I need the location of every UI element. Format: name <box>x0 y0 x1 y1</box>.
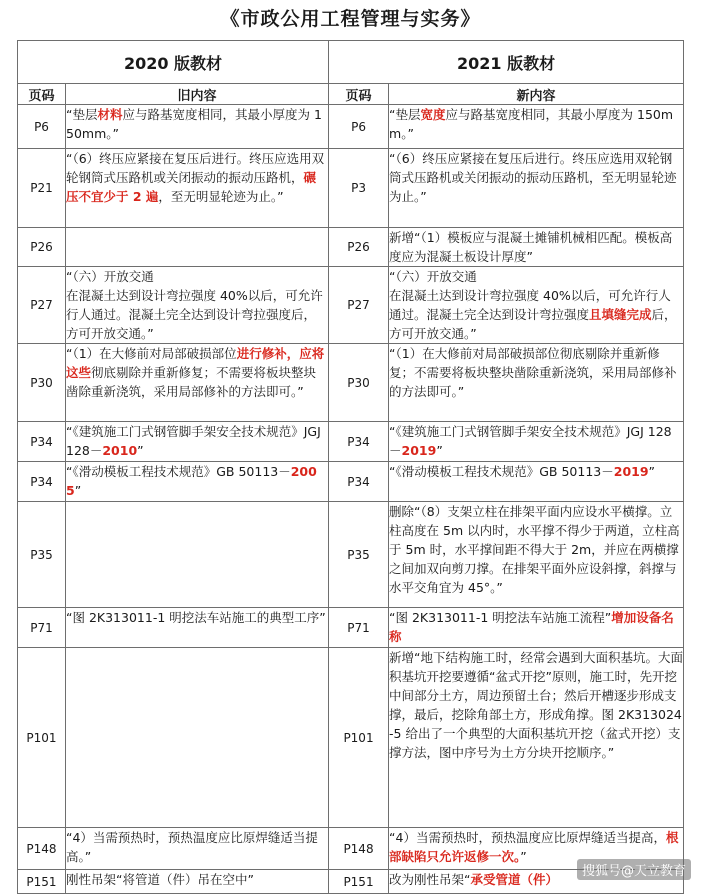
content-text: 应与路基宽度相同，其最小厚度为 150mm。” <box>389 107 674 141</box>
new-page-cell: P30 <box>329 344 389 422</box>
changed-text: 2005 <box>66 464 317 498</box>
table-row <box>18 502 684 608</box>
changed-text: 宽度 <box>420 107 446 122</box>
content-text: 删除“（8）支架立柱在排架平面内应设水平横撑。立柱高度在 5m 以内时，水平撑不得少于两道，立柱高于 5m 时，水平撑间距不得大于 2m，并应在两横撑之间加双向剪刀撑。在排架平面外应设斜撑，斜撑与水平交角宜为 45°。” <box>389 504 680 595</box>
changed-text: 碾压不宜少于 2 遍 <box>66 170 317 204</box>
table-row <box>18 648 684 828</box>
old-content-cell <box>66 608 329 648</box>
changed-text: 增加设备名称 <box>389 610 674 644</box>
old-content-cell <box>66 149 329 228</box>
new-content-header: 新内容 <box>389 84 684 105</box>
content-text: “垫层 <box>66 107 98 122</box>
content-text: 新增“（1）模板应与混凝土摊铺机械相匹配。模板高度应为混凝土板设计厚度” <box>389 230 673 264</box>
old-page-cell: P26 <box>18 228 66 267</box>
old-page-cell: P34 <box>18 422 66 462</box>
content-text: 彻底剔除并重新修复；不需要将板块整块凿除重新浇筑，采用局部修补的方法即可。” <box>66 365 317 399</box>
changed-text: 2019 <box>401 443 437 458</box>
new-content-cell <box>389 344 684 422</box>
table-row <box>18 149 684 228</box>
old-edition-header: 2020 版教材 <box>18 41 329 84</box>
old-page-cell: P27 <box>18 267 66 344</box>
old-content-header: 旧内容 <box>66 84 329 105</box>
content-text: 后，方可开放交通。” <box>389 307 677 341</box>
content-text: 刚性吊架“将管道（件）吊在空中” <box>66 872 254 887</box>
old-page-cell: P21 <box>18 149 66 228</box>
new-content-cell <box>389 422 684 462</box>
content-text: “图 2K313011-1 明挖法车站施工流程” <box>389 610 612 625</box>
content-text: “（1）在大修前对局部破损部位彻底剔除并重新修复；不需要将板块整块凿除重新浇筑，采用局部修补的方法即可。” <box>389 346 677 399</box>
content-text: “垫层 <box>389 107 421 122</box>
content-text: “（1）在大修前对局部破损部位 <box>66 346 237 361</box>
column-header-row <box>18 84 684 105</box>
new-content-cell <box>389 149 684 228</box>
old-content-cell <box>66 462 329 502</box>
table-row <box>18 462 684 502</box>
old-content-cell <box>66 267 329 344</box>
new-page-cell: P35 <box>329 502 389 608</box>
content-text: 在混凝土达到设计弯拉强度 40%以后，可允许行人通过。混凝土完全达到设计弯拉强度 <box>389 288 671 322</box>
new-page-cell: P34 <box>329 462 389 502</box>
old-content-cell <box>66 344 329 422</box>
old-page-cell: P34 <box>18 462 66 502</box>
content-text: 新增“地下结构施工时，经常会遇到大面积基坑。大面积基坑开挖要遵循“盆式开挖”原则，施工时，先开挖中间部分土方，周边预留土台；然后开槽逐步形成支撑，最后，挖除角部土方，形成角撑。图 2K313024-5 给出了一个典型的大面积基坑开挖（盆式开挖）支撑方法，图中序号为土方分块开挖顺序。” <box>389 650 683 760</box>
changed-text: 材料 <box>97 107 123 122</box>
changed-text: 进行修补，应将这些 <box>66 346 325 380</box>
old-content-cell <box>66 422 329 462</box>
changed-text: 2019 <box>613 464 649 479</box>
content-text: ” <box>74 483 82 498</box>
old-page-cell: P35 <box>18 502 66 608</box>
new-page-cell: P26 <box>329 228 389 267</box>
content-text: ” <box>137 443 144 458</box>
new-content-cell <box>389 648 684 828</box>
new-page-cell: P27 <box>329 267 389 344</box>
content-text: “《建筑施工门式钢管脚手架安全技术规范》JGJ 128－ <box>66 424 321 458</box>
old-page-cell: P148 <box>18 828 66 870</box>
new-edition-header: 2021 版教材 <box>329 41 684 84</box>
old-content-cell <box>66 105 329 149</box>
content-text: ” <box>648 464 656 479</box>
old-page-cell: P6 <box>18 105 66 149</box>
old-content-cell <box>66 502 329 608</box>
table-row <box>18 422 684 462</box>
content-text: “《滑动模板工程技术规范》GB 50113－ <box>66 464 291 479</box>
old-page-cell: P30 <box>18 344 66 422</box>
content-text: “4）当需预热时，预热温度应比原焊缝适当提高。” <box>66 830 318 864</box>
changed-text: 承受管道（件） <box>470 872 559 887</box>
content-text: “图 2K313011-1 明挖法车站施工的典型工序” <box>66 610 326 625</box>
changed-text: 且填缝完成 <box>589 307 652 322</box>
old-page-cell: P101 <box>18 648 66 828</box>
changed-text: 根部缺陷只允许返修一次。 <box>389 830 679 864</box>
new-content-cell <box>389 228 684 267</box>
content-text: 在混凝土达到设计弯拉强度 40%以后，可允许行人通过。混凝土完全达到设计弯拉强度后，方可开放交通。” <box>66 288 323 341</box>
new-page-cell: P71 <box>329 608 389 648</box>
new-content-cell <box>389 267 684 344</box>
new-page-cell: P3 <box>329 149 389 228</box>
table-row <box>18 228 684 267</box>
comparison-table <box>17 40 684 894</box>
table-row <box>18 105 684 149</box>
content-text: “4）当需预热时，预热温度应比原焊缝适当提高， <box>389 830 666 845</box>
new-page-cell: P151 <box>329 870 389 894</box>
new-content-cell <box>389 502 684 608</box>
content-text: “（六）开放交通 <box>389 269 477 284</box>
document-title: 《市政公用工程管理与实务》 <box>220 8 481 30</box>
new-content-cell <box>389 462 684 502</box>
content-text: ” <box>436 443 443 458</box>
content-text: “（6）终压应紧接在复压后进行。终压应选用双轮钢筒式压路机或关闭振动的振动压路机， <box>66 151 325 185</box>
old-page-header: 页码 <box>18 84 66 105</box>
content-text: 应与路基宽度相同，其最小厚度为 150mm。” <box>66 107 322 141</box>
old-content-cell <box>66 828 329 870</box>
content-text: “（六）开放交通 <box>66 269 154 284</box>
content-text: 改为刚性吊架“ <box>389 872 471 887</box>
table-row <box>18 344 684 422</box>
new-content-cell <box>389 105 684 149</box>
old-content-cell <box>66 648 329 828</box>
content-text: ” <box>520 849 527 864</box>
new-content-cell <box>389 608 684 648</box>
content-text: “（6）终压应紧接在复压后进行。终压应选用双轮钢筒式压路机或关闭振动的振动压路机，至无明显轮迹为止。” <box>389 151 677 204</box>
table-row <box>18 608 684 648</box>
new-page-cell: P101 <box>329 648 389 828</box>
table-row <box>18 267 684 344</box>
old-page-cell: P151 <box>18 870 66 894</box>
new-page-cell: P148 <box>329 828 389 870</box>
old-page-cell: P71 <box>18 608 66 648</box>
new-page-cell: P6 <box>329 105 389 149</box>
new-page-header: 页码 <box>329 84 389 105</box>
watermark: 搜狐号@天立教育 <box>577 859 691 880</box>
content-text: “《滑动模板工程技术规范》GB 50113－ <box>389 464 614 479</box>
new-page-cell: P34 <box>329 422 389 462</box>
content-text: ，至无明显轮迹为止。” <box>158 189 284 204</box>
changed-text: 2010 <box>102 443 138 458</box>
content-text: “《建筑施工门式钢管脚手架安全技术规范》JGJ 128－ <box>389 424 672 458</box>
edition-header-row <box>18 41 684 84</box>
old-content-cell <box>66 228 329 267</box>
old-content-cell <box>66 870 329 894</box>
